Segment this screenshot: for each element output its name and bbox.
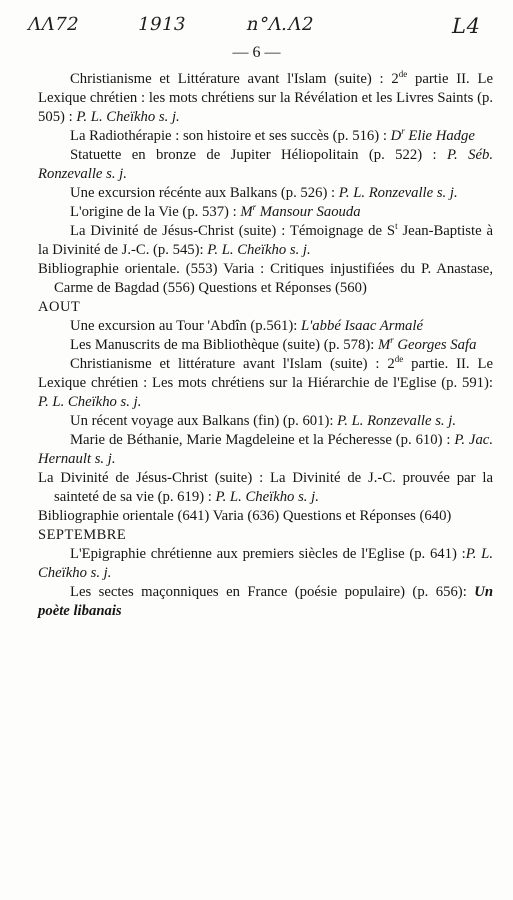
list-item: Christianisme et littérature avant l'Islam (suite) : 2de partie. II. Le Lexique chrétien : Les mots chrétiens sur la Hiérarchie de l'Eglise (p. 591): P. L. Cheïkho s. j. <box>38 354 493 410</box>
handwritten-mark: ΛΛ72 <box>25 14 82 35</box>
list-item: Christianisme et Littérature avant l'Islam (suite) : 2de partie II. Le Lexique chrétien : les mots chrétiens sur la Révélation et les Livres Saints (p. 505) : P. L. Cheïkho s. j. <box>38 69 493 125</box>
list-item: Un récent voyage aux Balkans (fin) (p. 601): P. L. Ronzevalle s. j. <box>70 413 457 429</box>
handwritten-number: n°Λ.Λ2 <box>244 14 316 35</box>
handwritten-year: 1913 <box>135 14 189 35</box>
list-item: La Radiothérapie : son histoire et ses succès (p. 516) : $D^r$ Elie Hadge <box>70 126 475 144</box>
list-item: Les Manuscrits de ma Bibliothèque (suite) (p. 578): $M^r$ Georges Safa <box>70 335 477 353</box>
list-item: L'Epigraphie chrétienne aux premiers siècles de l'Eglise (p. 641) :P. L. Cheïkho s. j. <box>38 546 493 581</box>
list-item: L'origine de la Vie (p. 537) : $M^r$ Mansour Saouda <box>70 202 361 220</box>
list-item: Marie de Béthanie, Marie Magdeleine et la Pécheresse (p. 610) : P. Jac. Hernault s. j. <box>38 432 493 467</box>
bibliography-line: Bibliographie orientale. (553) Varia : Critiques injustifiées du P. Anastase, Carme de Bagdad (556) Questions et Réponses (560) <box>38 261 493 296</box>
section-heading-aout: AOUT <box>38 299 81 315</box>
section-heading-septembre: SEPTEMBRE <box>38 527 127 543</box>
list-item: Une excursion récénte aux Balkans (p. 526) : P. L. Ronzevalle s. j. <box>70 185 458 201</box>
list-item: Les sectes maçonniques en France (poésie populaire) (p. 656): Un poète libanais <box>38 584 493 619</box>
bibliography-line: Bibliographie orientale (641) Varia (636) Questions et Réponses (640) <box>38 508 452 524</box>
list-item: Statuette en bronze de Jupiter Héliopolitain (p. 522) : P. Séb. Ronzevalle s. j. <box>38 147 493 182</box>
list-item: La Divinité de Jésus-Christ (suite) : La Divinité de J.-C. prouvée par la sainteté de sa vie (p. 619) : P. L. Cheïkho s. j. <box>38 470 493 505</box>
list-item: La Divinité de Jésus-Christ (suite) : Témoignage de $S^t$ Jean-Baptiste à la Divinité de J.-C. (p. 545): P. L. Cheïkho s. j. <box>38 221 493 258</box>
table-of-contents <box>38 70 493 621</box>
page-number: — 6 — <box>232 44 281 61</box>
list-item: Une excursion au Tour 'Abdîn (p.561): L'abbé Isaac Armalé <box>70 318 423 334</box>
handwritten-code: L4 <box>449 14 483 38</box>
